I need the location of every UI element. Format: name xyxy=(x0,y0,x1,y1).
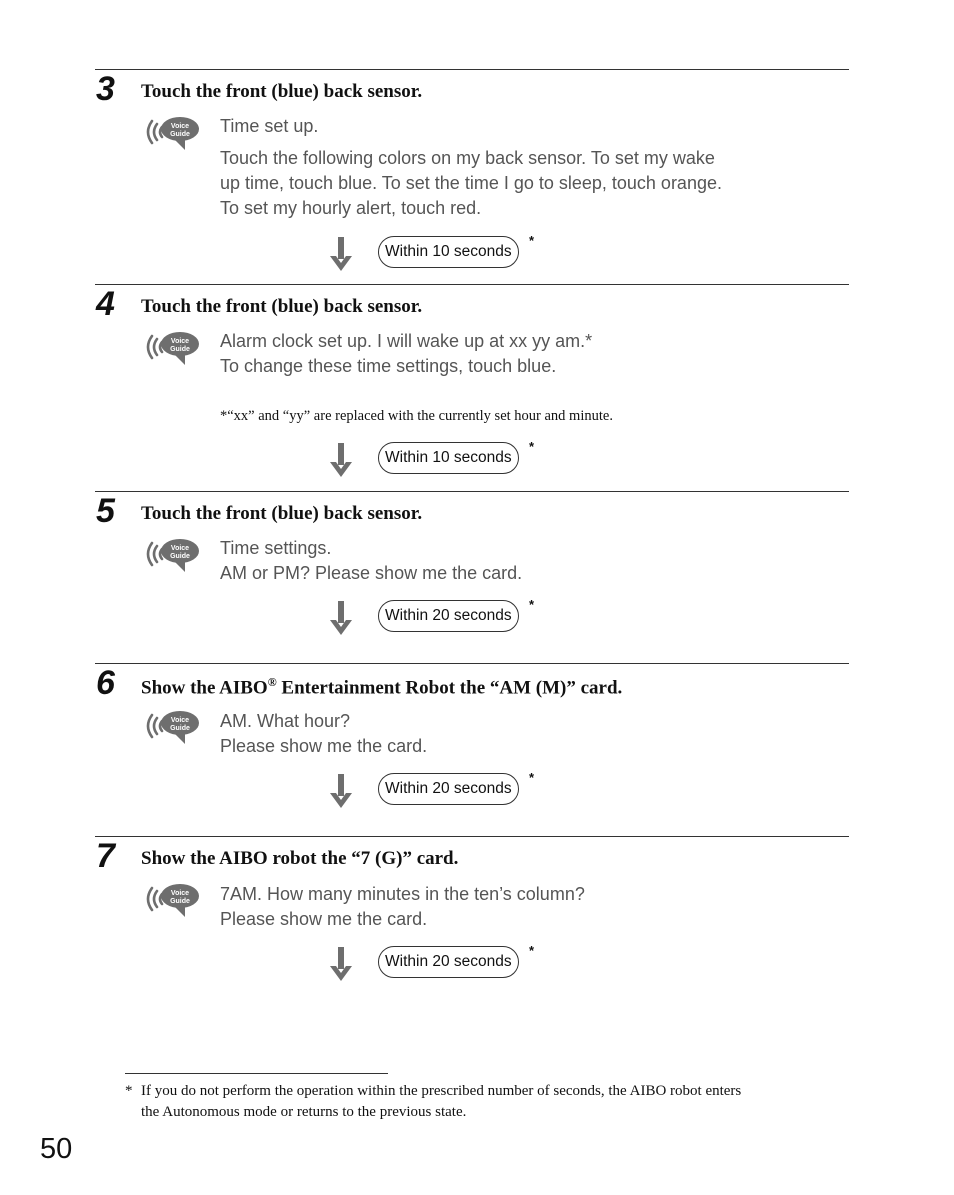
footnote-line: the Autonomous mode or returns to the previous state. xyxy=(141,1104,467,1120)
voice-line: Please show me the card. xyxy=(220,736,428,756)
voice-line: To change these time settings, touch blue. xyxy=(220,356,557,376)
footnote-asterisk: * xyxy=(529,770,535,785)
step-title-text: Show the AIBO xyxy=(141,677,268,699)
step-number: 4 xyxy=(96,285,115,323)
voice-line: Time set up. xyxy=(220,116,319,136)
step-number: 7 xyxy=(96,837,115,875)
footnote xyxy=(125,1081,825,1123)
voice-guide-icon xyxy=(141,882,201,918)
voice-guide-icon xyxy=(141,537,201,573)
footnote-asterisk: * xyxy=(529,597,535,612)
step-title xyxy=(141,675,622,700)
voice-guide-text xyxy=(220,329,592,379)
footnote-line: If you do not perform the operation within the prescribed number of seconds, the AIBO robot enters xyxy=(141,1083,742,1099)
down-arrow-icon xyxy=(329,601,353,637)
voice-guide-text xyxy=(220,114,722,221)
voice-guide-text xyxy=(220,536,522,586)
step-title-text: Entertainment Robot the “AM (M)” card. xyxy=(276,677,623,699)
voice-line: AM or PM? Please show me the card. xyxy=(220,563,523,583)
voice-guide-icon xyxy=(141,115,201,151)
footnote-mark: * xyxy=(125,1083,133,1099)
voice-line: 7AM. How many minutes in the ten’s column? xyxy=(220,884,585,904)
voice-line: Please show me the card. xyxy=(220,909,428,929)
voice-line: Touch the following colors on my back sensor. To set my wake xyxy=(220,148,715,168)
registered-mark: ® xyxy=(267,675,277,689)
footnote-asterisk: * xyxy=(529,439,535,454)
down-arrow-icon xyxy=(329,774,353,810)
voice-guide-icon-label: Guide xyxy=(170,553,190,560)
voice-guide-icon-label: Voice xyxy=(170,338,190,345)
voice-line: To set my hourly alert, touch red. xyxy=(220,198,482,218)
down-arrow-icon xyxy=(329,947,353,983)
step-number: 5 xyxy=(96,492,115,530)
voice-guide-text xyxy=(220,709,427,759)
down-arrow-icon xyxy=(329,443,353,479)
page-number: 50 xyxy=(40,1133,73,1165)
step-number: 3 xyxy=(96,70,115,108)
voice-line: Alarm clock set up. I will wake up at xx yy am.* xyxy=(220,331,593,351)
step-divider xyxy=(95,663,849,664)
time-limit-badge: Within 10 seconds xyxy=(378,442,519,474)
voice-line: AM. What hour? xyxy=(220,711,351,731)
time-limit-badge: Within 20 seconds xyxy=(378,600,519,632)
footnote-asterisk: * xyxy=(529,943,535,958)
footnote-asterisk: * xyxy=(529,233,535,248)
step-divider xyxy=(95,491,849,492)
voice-line: up time, touch blue. To set the time I go to sleep, touch orange. xyxy=(220,173,722,193)
voice-guide-icon-label: Voice xyxy=(170,123,190,130)
down-arrow-icon xyxy=(329,237,353,273)
voice-guide-text xyxy=(220,882,585,932)
step-divider xyxy=(95,836,849,837)
voice-guide-icon-label: Guide xyxy=(170,725,190,732)
time-limit-badge: Within 20 seconds xyxy=(378,946,519,978)
step-divider xyxy=(95,284,849,285)
voice-guide-icon xyxy=(141,709,201,745)
footnote-divider xyxy=(125,1073,388,1074)
voice-guide-icon-label: Voice xyxy=(170,545,190,552)
voice-guide-icon-label: Guide xyxy=(170,346,190,353)
step-note: *“xx” and “yy” are replaced with the currently set hour and minute. xyxy=(220,408,613,424)
step-title: Show the AIBO robot the “7 (G)” card. xyxy=(141,848,459,869)
voice-guide-icon-label: Voice xyxy=(170,717,190,724)
step-title: Touch the front (blue) back sensor. xyxy=(141,81,423,102)
voice-guide-icon xyxy=(141,330,201,366)
step-divider xyxy=(95,69,849,70)
voice-guide-icon-label: Guide xyxy=(170,898,190,905)
voice-guide-icon-label: Guide xyxy=(170,131,190,138)
time-limit-badge: Within 10 seconds xyxy=(378,236,519,268)
step-title: Touch the front (blue) back sensor. xyxy=(141,296,423,317)
voice-line: Time settings. xyxy=(220,538,332,558)
step-number: 6 xyxy=(96,664,115,702)
time-limit-badge: Within 20 seconds xyxy=(378,773,519,805)
voice-guide-icon-label: Voice xyxy=(170,890,190,897)
step-title: Touch the front (blue) back sensor. xyxy=(141,503,423,524)
